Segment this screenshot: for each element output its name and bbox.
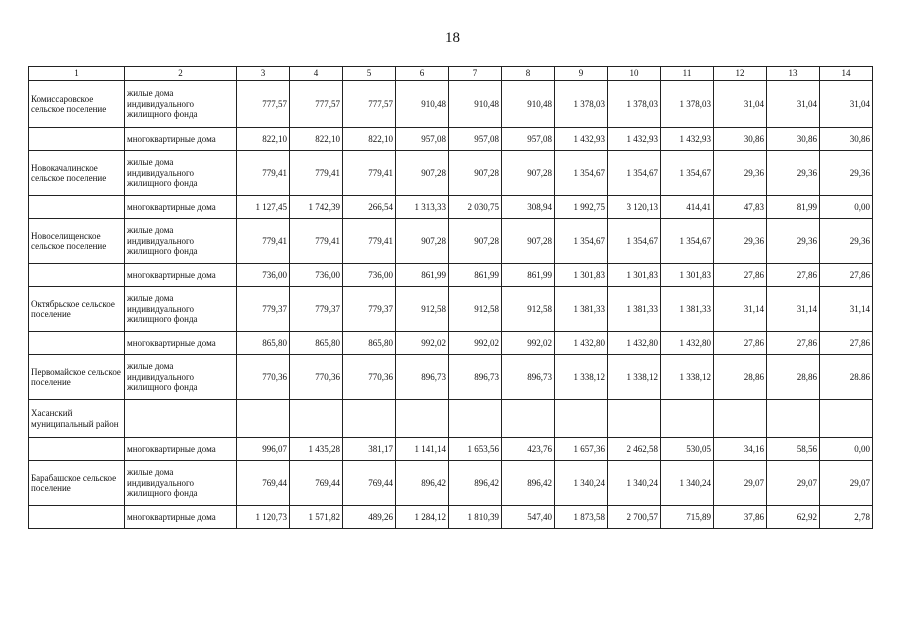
value-cell: 1 435,28: [290, 438, 343, 461]
settlement-cell: [29, 438, 125, 461]
value-cell: 896,42: [502, 461, 555, 506]
housing-type-cell: жилые дома индивидуального жилищного фонда: [125, 151, 237, 196]
settlement-cell: [29, 128, 125, 151]
value-cell: 770,36: [343, 355, 396, 400]
table-row: [29, 400, 873, 438]
column-header: 1: [29, 67, 125, 81]
column-header: 2: [125, 67, 237, 81]
value-cell: 1 338,12: [661, 355, 714, 400]
table-row: [29, 461, 873, 506]
value-cell: 777,57: [290, 81, 343, 128]
value-cell: 992,02: [449, 332, 502, 355]
table-row: [29, 355, 873, 400]
value-cell: 896,42: [449, 461, 502, 506]
value-cell: 1 432,80: [608, 332, 661, 355]
value-cell: 1 340,24: [555, 461, 608, 506]
value-cell: 1 992,75: [555, 196, 608, 219]
value-cell: 29,07: [767, 461, 820, 506]
value-cell: 27,86: [820, 264, 873, 287]
column-header: 9: [555, 67, 608, 81]
column-header: 10: [608, 67, 661, 81]
housing-type-cell: многоквартирные дома: [125, 196, 237, 219]
value-cell: 1 141,14: [396, 438, 449, 461]
value-cell: [237, 400, 290, 438]
value-cell: 29,36: [714, 151, 767, 196]
value-cell: 29,36: [767, 219, 820, 264]
settlement-cell: [29, 196, 125, 219]
value-cell: 910,48: [449, 81, 502, 128]
value-cell: 28,86: [714, 355, 767, 400]
value-cell: 912,58: [396, 287, 449, 332]
value-cell: 910,48: [396, 81, 449, 128]
value-cell: 1 432,93: [661, 128, 714, 151]
value-cell: 861,99: [396, 264, 449, 287]
value-cell: 62,92: [767, 506, 820, 529]
value-cell: 907,28: [449, 219, 502, 264]
value-cell: 1 432,80: [555, 332, 608, 355]
value-cell: 414,41: [661, 196, 714, 219]
value-cell: 907,28: [396, 219, 449, 264]
value-cell: 996,07: [237, 438, 290, 461]
column-header: 5: [343, 67, 396, 81]
value-cell: 530,05: [661, 438, 714, 461]
page-number: 18: [445, 30, 460, 46]
value-cell: 992,02: [502, 332, 555, 355]
value-cell: 81,99: [767, 196, 820, 219]
settlement-cell: Комиссаровское сельское поселение: [29, 81, 125, 128]
value-cell: 1 354,67: [661, 219, 714, 264]
value-cell: 1 810,39: [449, 506, 502, 529]
settlement-cell: [29, 332, 125, 355]
value-cell: 1 432,93: [608, 128, 661, 151]
housing-type-cell: жилые дома индивидуального жилищного фонда: [125, 355, 237, 400]
settlement-cell: Хасанский муниципальный район: [29, 400, 125, 438]
value-cell: 779,41: [343, 219, 396, 264]
value-cell: 31,14: [767, 287, 820, 332]
column-header: 4: [290, 67, 343, 81]
value-cell: 1 378,03: [555, 81, 608, 128]
value-cell: 1 127,45: [237, 196, 290, 219]
value-cell: 896,73: [502, 355, 555, 400]
value-cell: 1 338,12: [608, 355, 661, 400]
value-cell: 0,00: [820, 196, 873, 219]
table-row: [29, 81, 873, 128]
value-cell: 47,83: [714, 196, 767, 219]
value-cell: 34,16: [714, 438, 767, 461]
value-cell: [767, 400, 820, 438]
settlement-cell: [29, 264, 125, 287]
value-cell: 423,76: [502, 438, 555, 461]
value-cell: 779,37: [237, 287, 290, 332]
value-cell: 3 120,13: [608, 196, 661, 219]
value-cell: 957,08: [502, 128, 555, 151]
value-cell: 779,41: [237, 219, 290, 264]
value-cell: [343, 400, 396, 438]
value-cell: 865,80: [343, 332, 396, 355]
value-cell: 779,41: [290, 219, 343, 264]
value-cell: 1 354,67: [555, 219, 608, 264]
value-cell: 29,36: [820, 151, 873, 196]
value-cell: 896,73: [449, 355, 502, 400]
value-cell: 31,04: [714, 81, 767, 128]
value-cell: 266,54: [343, 196, 396, 219]
value-cell: 1 432,80: [661, 332, 714, 355]
value-cell: 910,48: [502, 81, 555, 128]
value-cell: 2,78: [820, 506, 873, 529]
table-row: [29, 219, 873, 264]
value-cell: 1 873,58: [555, 506, 608, 529]
value-cell: 769,44: [237, 461, 290, 506]
value-cell: 1 381,33: [661, 287, 714, 332]
table-row: [29, 332, 873, 355]
value-cell: 957,08: [396, 128, 449, 151]
value-cell: 907,28: [502, 151, 555, 196]
value-cell: 2 700,57: [608, 506, 661, 529]
value-cell: 1 378,03: [661, 81, 714, 128]
value-cell: 1 313,33: [396, 196, 449, 219]
value-cell: 896,42: [396, 461, 449, 506]
housing-type-cell: многоквартирные дома: [125, 506, 237, 529]
housing-type-cell: многоквартирные дома: [125, 264, 237, 287]
settlement-cell: Новокачалинское сельское поселение: [29, 151, 125, 196]
value-cell: 2 030,75: [449, 196, 502, 219]
value-cell: 1 340,24: [661, 461, 714, 506]
value-cell: 1 338,12: [555, 355, 608, 400]
table-row: [29, 287, 873, 332]
value-cell: 37,86: [714, 506, 767, 529]
value-cell: [502, 400, 555, 438]
tariff-table: [28, 66, 873, 529]
value-cell: 2 462,58: [608, 438, 661, 461]
column-header: 13: [767, 67, 820, 81]
value-cell: 28.86: [820, 355, 873, 400]
value-cell: 29,36: [767, 151, 820, 196]
value-cell: 736,00: [290, 264, 343, 287]
value-cell: 1 301,83: [661, 264, 714, 287]
column-header: 3: [237, 67, 290, 81]
value-cell: 907,28: [449, 151, 502, 196]
value-cell: 1 378,03: [608, 81, 661, 128]
value-cell: [449, 400, 502, 438]
table-row: [29, 196, 873, 219]
housing-type-cell: многоквартирные дома: [125, 128, 237, 151]
value-cell: 907,28: [502, 219, 555, 264]
housing-type-cell: многоквартирные дома: [125, 332, 237, 355]
value-cell: 822,10: [343, 128, 396, 151]
value-cell: 736,00: [237, 264, 290, 287]
value-cell: 770,36: [237, 355, 290, 400]
value-cell: 381,17: [343, 438, 396, 461]
value-cell: 896,73: [396, 355, 449, 400]
value-cell: [608, 400, 661, 438]
value-cell: 308,94: [502, 196, 555, 219]
value-cell: 1 354,67: [608, 151, 661, 196]
value-cell: 779,41: [290, 151, 343, 196]
value-cell: 28,86: [767, 355, 820, 400]
value-cell: 29,07: [820, 461, 873, 506]
value-cell: 27,86: [714, 332, 767, 355]
value-cell: 779,37: [343, 287, 396, 332]
value-cell: 770,36: [290, 355, 343, 400]
column-header: 11: [661, 67, 714, 81]
value-cell: 30,86: [767, 128, 820, 151]
settlement-cell: Новоселищенское сельское поселение: [29, 219, 125, 264]
value-cell: 31,04: [820, 81, 873, 128]
value-cell: 30,86: [820, 128, 873, 151]
value-cell: 31,14: [820, 287, 873, 332]
value-cell: 29,07: [714, 461, 767, 506]
value-cell: 1 742,39: [290, 196, 343, 219]
table-row: [29, 151, 873, 196]
value-cell: 1 340,24: [608, 461, 661, 506]
value-cell: 489,26: [343, 506, 396, 529]
value-cell: 31,14: [714, 287, 767, 332]
value-cell: 29,36: [820, 219, 873, 264]
table-row: [29, 438, 873, 461]
value-cell: 861,99: [449, 264, 502, 287]
value-cell: 779,41: [237, 151, 290, 196]
column-header: 14: [820, 67, 873, 81]
value-cell: 1 120,73: [237, 506, 290, 529]
housing-type-cell: жилые дома индивидуального жилищного фонда: [125, 81, 237, 128]
value-cell: 1 284,12: [396, 506, 449, 529]
value-cell: 822,10: [237, 128, 290, 151]
table-row: [29, 128, 873, 151]
value-cell: 27,86: [820, 332, 873, 355]
value-cell: 1 381,33: [555, 287, 608, 332]
housing-type-cell: жилые дома индивидуального жилищного фонда: [125, 287, 237, 332]
settlement-cell: Первомайское сельское поселение: [29, 355, 125, 400]
value-cell: 769,44: [343, 461, 396, 506]
value-cell: 1 301,83: [608, 264, 661, 287]
value-cell: 30,86: [714, 128, 767, 151]
value-cell: 27,86: [767, 264, 820, 287]
value-cell: 27,86: [714, 264, 767, 287]
value-cell: 1 432,93: [555, 128, 608, 151]
table-row: [29, 264, 873, 287]
housing-type-cell: [125, 400, 237, 438]
value-cell: [290, 400, 343, 438]
value-cell: [714, 400, 767, 438]
value-cell: [555, 400, 608, 438]
value-cell: 736,00: [343, 264, 396, 287]
value-cell: 912,58: [449, 287, 502, 332]
value-cell: 1 571,82: [290, 506, 343, 529]
value-cell: 31,04: [767, 81, 820, 128]
value-cell: 1 354,67: [661, 151, 714, 196]
value-cell: 0,00: [820, 438, 873, 461]
column-header: 7: [449, 67, 502, 81]
header-row: [29, 67, 873, 81]
value-cell: 27,86: [767, 332, 820, 355]
settlement-cell: Барабашское сельское поселение: [29, 461, 125, 506]
value-cell: 715,89: [661, 506, 714, 529]
value-cell: 861,99: [502, 264, 555, 287]
value-cell: 1 354,67: [608, 219, 661, 264]
housing-type-cell: жилые дома индивидуального жилищного фонда: [125, 461, 237, 506]
value-cell: 777,57: [343, 81, 396, 128]
column-header: 8: [502, 67, 555, 81]
column-header: 6: [396, 67, 449, 81]
value-cell: 865,80: [290, 332, 343, 355]
value-cell: 865,80: [237, 332, 290, 355]
value-cell: [820, 400, 873, 438]
value-cell: 779,37: [290, 287, 343, 332]
value-cell: 907,28: [396, 151, 449, 196]
column-header: 12: [714, 67, 767, 81]
housing-type-cell: многоквартирные дома: [125, 438, 237, 461]
value-cell: 957,08: [449, 128, 502, 151]
value-cell: 58,56: [767, 438, 820, 461]
settlement-cell: [29, 506, 125, 529]
value-cell: [661, 400, 714, 438]
value-cell: 769,44: [290, 461, 343, 506]
value-cell: 822,10: [290, 128, 343, 151]
value-cell: 779,41: [343, 151, 396, 196]
value-cell: 1 657,36: [555, 438, 608, 461]
value-cell: 777,57: [237, 81, 290, 128]
value-cell: 912,58: [502, 287, 555, 332]
settlement-cell: Октябрьское сельское поселение: [29, 287, 125, 332]
value-cell: 1 354,67: [555, 151, 608, 196]
value-cell: 547,40: [502, 506, 555, 529]
value-cell: 29,36: [714, 219, 767, 264]
value-cell: 1 381,33: [608, 287, 661, 332]
value-cell: 1 653,56: [449, 438, 502, 461]
value-cell: 1 301,83: [555, 264, 608, 287]
table-row: [29, 506, 873, 529]
value-cell: [396, 400, 449, 438]
housing-type-cell: жилые дома индивидуального жилищного фонда: [125, 219, 237, 264]
value-cell: 992,02: [396, 332, 449, 355]
